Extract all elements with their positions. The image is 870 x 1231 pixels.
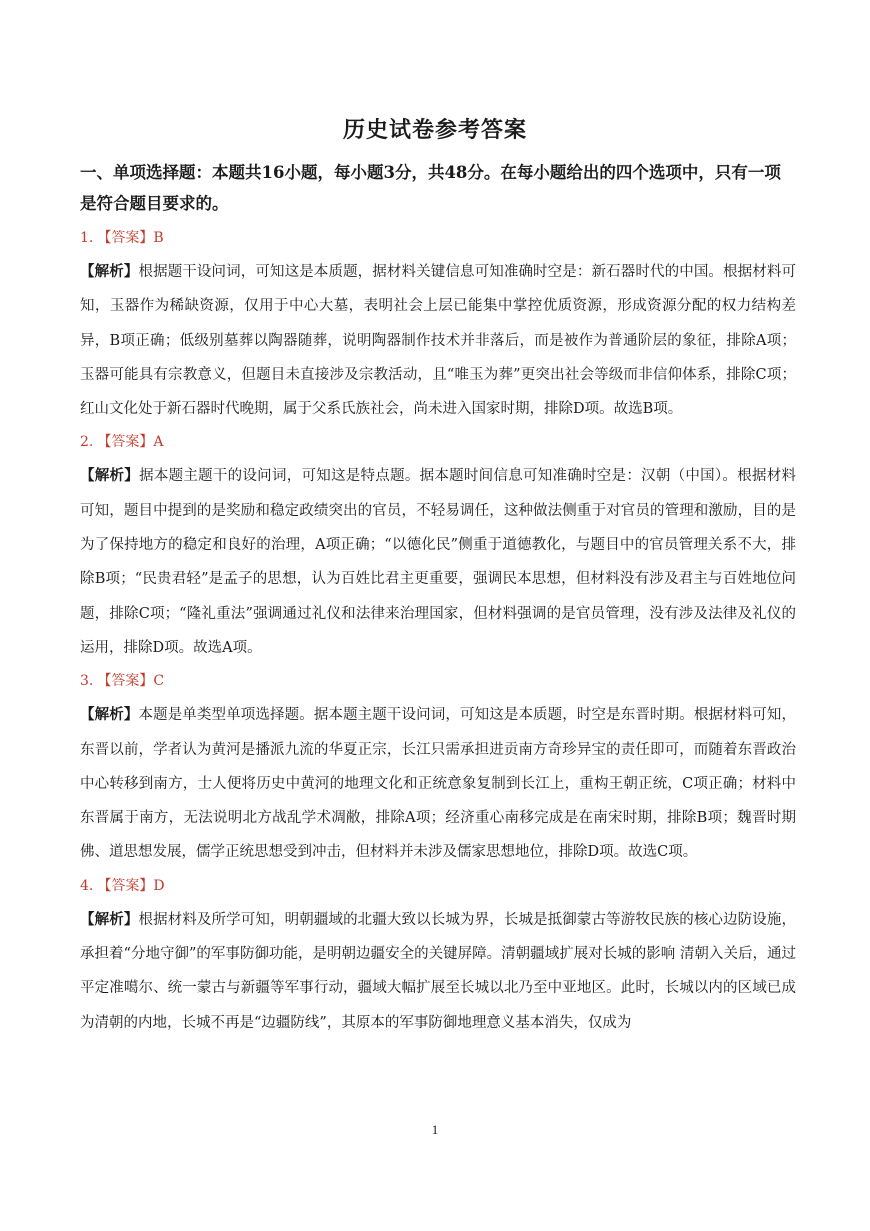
question-3 xyxy=(80,665,796,869)
answer-label: 【答案】D xyxy=(97,877,165,894)
question-number: 1. xyxy=(80,230,94,246)
answer-label: 【答案】A xyxy=(97,434,164,451)
page-title: 历史试卷参考答案 xyxy=(342,117,527,143)
analysis-tag: 【解析】 xyxy=(80,706,139,724)
answer-line xyxy=(80,665,796,698)
analysis-paragraph xyxy=(80,255,796,426)
answer-label: 【答案】C xyxy=(97,673,165,690)
analysis-text: 根据题干设问词，可知这是本质题，据材料关键信息可知准确时空是：新石器时代的中国。根据材料可知，玉器作为稀缺资源，仅用于中心大墓，表明社会上层已能集中掌控优质资源，形成资源分配的权力结构差异，B项正确；低级别墓葬以陶器随葬，说明陶器制作技术并非落后，而是被作为普通阶层的象征，排除A项；玉器可能具有宗教意义，但题目未直接涉及宗教活动，且“唯玉为葬”更突出社会等级而非信仰体系，排除C项；红山文化处于新石器时代晚期，属于父系氏族社会，尚未进入国家时期，排除D项。故选B项。 xyxy=(80,264,797,418)
analysis-paragraph xyxy=(80,459,796,665)
question-2 xyxy=(80,426,796,665)
section-heading: 一、单项选择题：本题共16小题，每小题3分，共48分。在每小题给出的四个选项中，只有一项是符合题目要求的。 xyxy=(80,163,781,213)
analysis-tag: 【解析】 xyxy=(80,263,139,280)
question-number: 2. xyxy=(80,434,94,451)
answer-label: 【答案】B xyxy=(97,230,164,246)
answer-line xyxy=(80,426,796,459)
analysis-tag: 【解析】 xyxy=(80,467,140,485)
page-number: 1 xyxy=(431,1122,439,1137)
question-number: 3. xyxy=(80,673,94,690)
question-1 xyxy=(80,222,796,426)
answer-line xyxy=(80,222,796,255)
answers-content xyxy=(80,222,796,1040)
answer-line xyxy=(80,870,796,903)
analysis-paragraph xyxy=(80,698,796,869)
question-4 xyxy=(80,870,796,1040)
analysis-text: 根据材料及所学可知，明朝疆域的北疆大致以长城为界，长城是抵御蒙古等游牧民族的核心边防设施，承担着“分地守御”的军事防御功能，是明朝边疆安全的关键屏障。清朝疆域扩展对长城的影响 清朝入关后，通过平定准噶尔、统一蒙古与新疆等军事行动，疆域大幅扩展至长城以北乃至中亚地区。此时，长城以内的区域已成为清朝的内地，长城不再是“边疆防线”，其原本的军事防御地理意义基本消失，仅成为 xyxy=(80,911,797,1031)
analysis-tag: 【解析】 xyxy=(80,910,139,928)
analysis-paragraph xyxy=(80,903,796,1040)
analysis-text: 本题是单类型单项选择题。据本题主题干设问词，可知这是本质题，时空是东晋时期。根据材料可知，东晋以前，学者认为黄河是播派九流的华夏正宗，长江只需承担进贡南方奇珍异宝的责任即可，而随着东晋政治中心转移到南方，士人便将历史中黄河的地理文化和正统意象复制到长江上，重构王朝正统，C项正确；材料中东晋属于南方，无法说明北方战乱学术凋敝，排除A项；经济重心南移完成是在南宋时期，排除B项；魏晋时期佛、道思想发展，儒学正统思想受到冲击，但材料并未涉及儒家思想地位，排除D项。故选C项。 xyxy=(80,707,797,861)
analysis-text: 据本题主题干的设问词，可知这是特点题。据本题时间信息可知准确时空是：汉朝（中国）。根据材料可知，题目中提到的是奖励和稳定政绩突出的官员，不轻易调任，这种做法侧重于对官员的管理和激励，目的是为了保持地方的稳定和良好的治理，A项正确；“以德化民”侧重于道德教化，与题目中的官员管理关系不大，排除B项；“民贵君轻”是孟子的思想，认为百姓比君主更重要，强调民本思想，但材料没有涉及君主与百姓地位问题，排除C项；“隆礼重法”强调通过礼仪和法律来治理国家，但材料强调的是官员管理，没有涉及法律及礼仪的运用，排除D项。故选A项。 xyxy=(80,468,796,656)
question-number: 4. xyxy=(80,877,94,894)
